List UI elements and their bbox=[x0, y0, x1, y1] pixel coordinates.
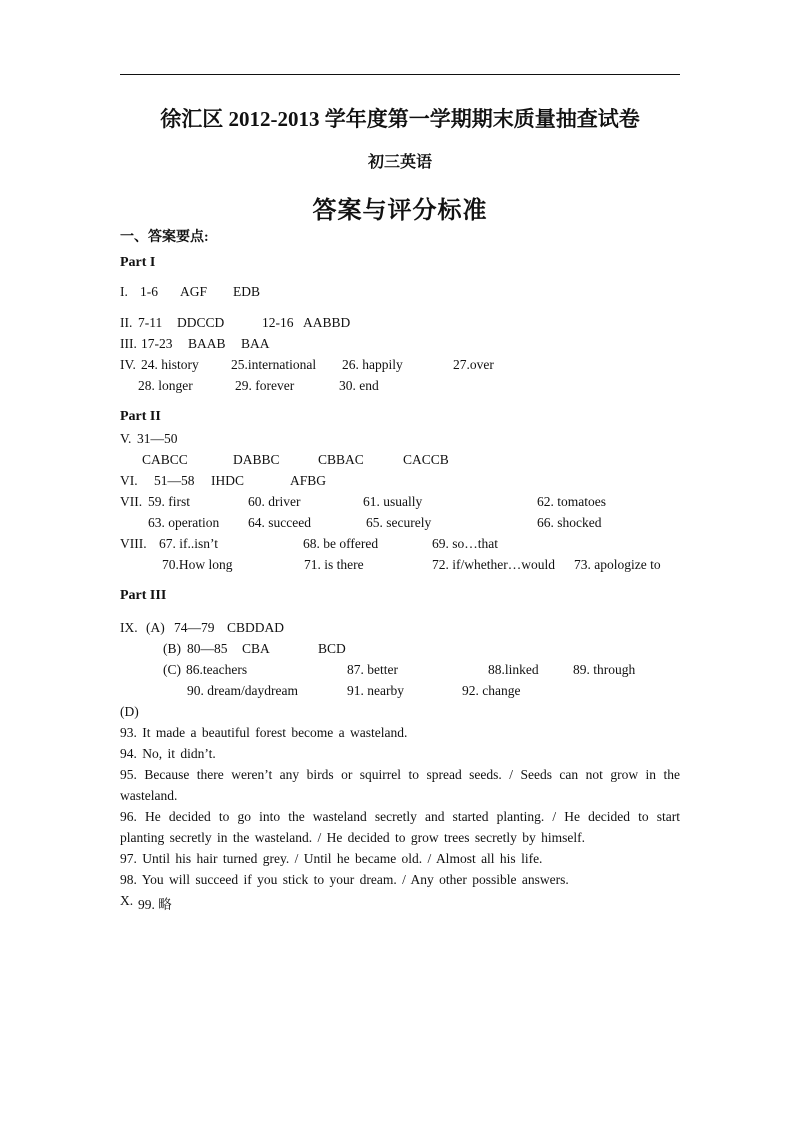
answer-iv-item: 28. longer bbox=[138, 378, 193, 393]
part-iii-label: Part III bbox=[120, 588, 167, 603]
answer-iv-num: IV. bbox=[120, 357, 136, 372]
answer-ii-range1: 7-11 bbox=[138, 315, 163, 330]
answer-v-group: CABCC bbox=[142, 452, 188, 467]
exam-title: 徐汇区 2012-2013 学年度第一学期期末质量抽查试卷 bbox=[160, 107, 640, 131]
answer-ii-range2: 12-16 bbox=[262, 315, 294, 330]
exam-subject: 初三英语 bbox=[367, 154, 432, 171]
answer-ix-c-item: 92. change bbox=[462, 683, 521, 698]
answer-vi-range: 51—58 bbox=[154, 473, 195, 488]
answer-vi-b: AFBG bbox=[290, 473, 327, 488]
answer-i-b: EDB bbox=[233, 284, 260, 299]
answer-ix-c-item: 90. dream/daydream bbox=[187, 683, 298, 698]
answer-viii-num: VIII. bbox=[120, 536, 147, 551]
answer-vii-item: 65. securely bbox=[366, 515, 432, 530]
answer-vii-item: 60. driver bbox=[248, 494, 301, 509]
answer-ii-b: AABBD bbox=[303, 315, 351, 330]
answer-93: 93. It made a beautiful forest become a wasteland. bbox=[120, 725, 408, 740]
answer-vii-item: 62. tomatoes bbox=[537, 494, 606, 509]
answer-ix-c-item: 88.linked bbox=[488, 662, 539, 677]
answer-iv-item: 26. happily bbox=[342, 357, 403, 372]
answer-vii-item: 61. usually bbox=[363, 494, 423, 509]
answer-viii-item: 67. if..isn’t bbox=[159, 536, 219, 551]
top-rule bbox=[120, 74, 680, 75]
answer-ix-c-item: 91. nearby bbox=[347, 683, 404, 698]
answer-iv-item: 24. history bbox=[141, 357, 199, 372]
answer-ix-d-label: (D) bbox=[120, 704, 139, 719]
answer-95: 95. Because there weren’t any birds or squirrel to spread seeds. / Seeds can not grow in the wasteland. bbox=[120, 767, 680, 803]
answer-i-num: I. bbox=[120, 284, 128, 299]
part-i-label: Part I bbox=[120, 255, 156, 270]
answer-ix-a-label: (A) bbox=[146, 620, 165, 635]
answer-v-range: 31—50 bbox=[137, 431, 178, 446]
answer-viii-item: 70.How long bbox=[162, 557, 233, 572]
answer-ix-a-range: 74—79 bbox=[174, 620, 215, 635]
answer-96: 96. He decided to go into the wasteland secretly and started planting. / He decided to start planting secretly in the wasteland. / He decided to grow trees secretly by himself. bbox=[120, 809, 680, 845]
answer-ix-a-answers: CBDDAD bbox=[227, 620, 285, 635]
answer-iii-b: BAA bbox=[241, 336, 270, 351]
answer-viii-item: 72. if/whether…would bbox=[432, 557, 555, 572]
answer-i-a: AGF bbox=[180, 284, 208, 299]
answer-iv-item: 27.over bbox=[453, 357, 494, 372]
answer-98: 98. You will succeed if you stick to your dream. / Any other possible answers. bbox=[120, 872, 569, 887]
answer-vii-item: 63. operation bbox=[148, 515, 220, 530]
section-heading-key-points: 一、答案要点: bbox=[120, 230, 209, 245]
answer-v-num: V. bbox=[120, 431, 132, 446]
answer-vii-item: 66. shocked bbox=[537, 515, 602, 530]
answer-x-num: X. bbox=[120, 893, 134, 908]
answer-v-group: CBBAC bbox=[318, 452, 364, 467]
answer-vii-item: 59. first bbox=[148, 494, 190, 509]
answer-ix-c-label: (C) bbox=[163, 662, 181, 677]
answer-ix-b-a: CBA bbox=[242, 641, 270, 656]
answer-viii-item: 71. is there bbox=[304, 557, 364, 572]
answer-viii-item: 68. be offered bbox=[303, 536, 379, 551]
answer-iii-a: BAAB bbox=[188, 336, 226, 351]
answer-94: 94. No, it didn’t. bbox=[120, 746, 216, 761]
answer-ix-c-item: 87. better bbox=[347, 662, 398, 677]
answer-vi-a: IHDC bbox=[211, 473, 244, 488]
answer-iv-item: 29. forever bbox=[235, 378, 295, 393]
answer-ix-num: IX. bbox=[120, 620, 138, 635]
answer-vii-num: VII. bbox=[120, 494, 143, 509]
answer-iv-item: 25.international bbox=[231, 357, 317, 372]
document-heading: 答案与评分标准 bbox=[312, 198, 488, 224]
answer-ix-b-b: BCD bbox=[318, 641, 346, 656]
answer-iii-range: 17-23 bbox=[141, 336, 173, 351]
answer-ix-c-item: 86.teachers bbox=[186, 662, 248, 677]
answer-v-group: DABBC bbox=[233, 452, 280, 467]
answer-97: 97. Until his hair turned grey. / Until he became old. / Almost all his life. bbox=[120, 851, 543, 866]
answer-vii-item: 64. succeed bbox=[248, 515, 311, 530]
answer-iii-num: III. bbox=[120, 336, 137, 351]
answer-vi-num: VI. bbox=[120, 473, 138, 488]
answer-ii-num: II. bbox=[120, 315, 133, 330]
answer-ix-c-item: 89. through bbox=[573, 662, 636, 677]
answer-viii-item: 73. apologize to bbox=[574, 557, 661, 572]
answer-x-text: 99. 略 bbox=[138, 897, 172, 912]
answer-ii-a: DDCCD bbox=[177, 315, 225, 330]
answer-viii-item: 69. so…that bbox=[432, 536, 498, 551]
answer-iv-item: 30. end bbox=[339, 378, 379, 393]
answer-ix-b-range: 80—85 bbox=[187, 641, 228, 656]
answer-ix-b-label: (B) bbox=[163, 641, 181, 656]
part-ii-label: Part II bbox=[120, 409, 161, 424]
answer-v-group: CACCB bbox=[403, 452, 449, 467]
answer-i-range: 1-6 bbox=[140, 284, 158, 299]
